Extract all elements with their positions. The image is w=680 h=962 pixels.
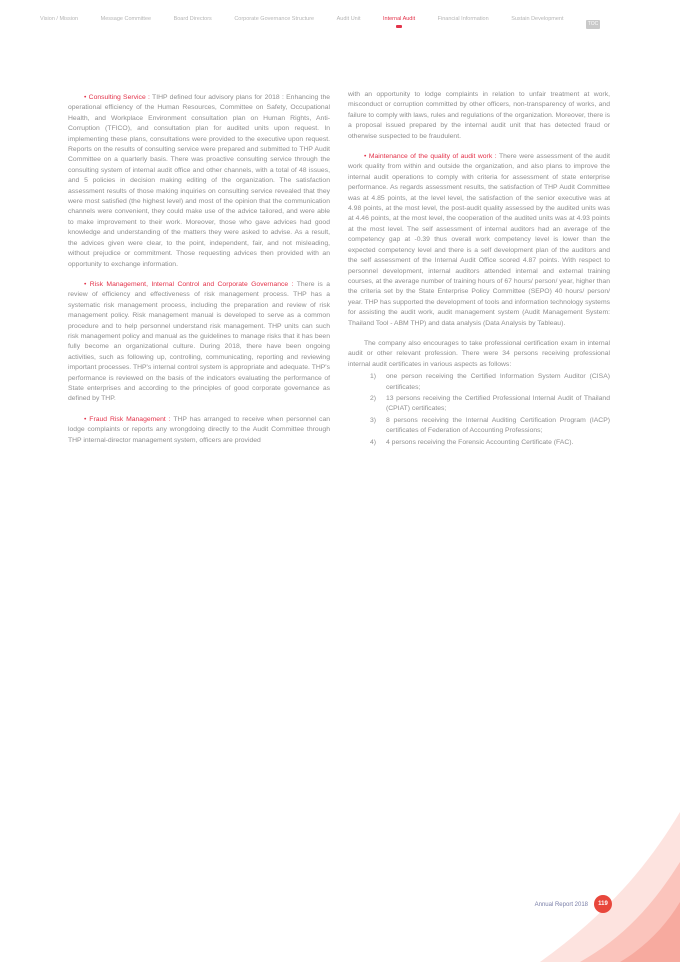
paragraph-text: TIHP defined four advisory plans for 2018 : Enhancing the operational efficiency of the Human Resources, Committee on Safety, Occupational Health, and Workplace Environment consultation plan on Human Rights, Anti-Corruption (TFICO), and consultation plan for audited units upon request. In implementing these plans, consultations were provided to the executive upon request. Reports on the results of consulting service were prepared and submitted to THP Audit Committee on a quarterly basis. There was proactive consulting service through the consulting system of internal audit office and other channels, with a total of 48 issues, and 5 policies in decision making editing of the organization. The satisfaction assessment results of those making inquiries on consulting service revealed that they were most satisfied (the highest level) and most of the opinion that the communication channels were convenient, they could make use of the advice tailored, and were able to make improvement to their work. Moreover, those who gave advices had good knowledge and understanding of the matters they were asked to advise. As a result, the advices given were clear, to the point, independent, fair, and not misleading, without prejudice or commitment. Those requesting advices then provided with an opportunity to exchange information. [68,94,330,268]
nav-item-financial-information[interactable]: Financial Information [437,16,489,22]
consulting-service-paragraph [68,93,330,270]
quality-paragraph [348,152,610,329]
left-column [68,93,330,456]
section-heading: • Consulting Service : [84,94,150,101]
certification-intro: The company also encourages to take professional certification exam in internal audit or other relevant profession. There were 34 persons receiving professional internal audit certificates in various aspects as follows: [348,339,610,368]
continued-paragraph: with an opportunity to lodge complaints in relation to unfair treatment at work, misconduct or corruption committed by other officers, non-transparency of works, and failure to comply with laws, rules and regulations of the organization. Moreover, there is a proposal issued prepared by the internal audit unit that has detected fraud or otherwise suspected to be fraudulent. [348,91,610,140]
nav-item-corporate-governance[interactable]: Corporate Governance Structure [234,16,315,22]
nav-item-sustain-development[interactable]: Sustain Development [511,16,564,22]
right-column [348,90,610,449]
nav-item-board-directors[interactable]: Board Directors [173,16,212,22]
list-item: 3) 8 persons receiving the Internal Auditing Certification Program (IACP) certificates of Federation of Accounting Professions; [370,416,610,435]
nav-item-vision-mission[interactable]: Vision / Mission [40,16,79,22]
section-heading: • Maintenance of the quality of audit work : [364,153,497,161]
risk-management-paragraph [68,280,330,405]
section-heading: • Risk Management, Internal Control and Corporate Governance : [84,280,294,288]
active-tab-marker [396,25,402,28]
page-number-badge: 119 [594,895,612,913]
paragraph-text: There is a review of efficiency and effectiveness of risk management process. THP has a systematic risk management process, including the preparation and review of risk management policy. Risk management manual is developed to serve as a common procedure and to help personnel understand risk management. THP units can such risk management policy and manual as the guidelines to manage risks that it has been fully become an organizational culture. During 2018, there have been ongoing activities, such as following up, controlling, communicating, reporting and reviewing important processes. THP's internal control system is appropriate and adequate. THP's performance is reviewed on the basis of the indicators evaluating the performance of State enterprises and according to the principles of good corporate governance as defined by THP. [68,280,330,403]
list-item: 2) 13 persons receiving the Certified Professional Internal Audit of Thailand (CPIAT) certificates; [370,394,610,413]
certification-list [348,372,610,448]
paragraph-text: There were assessment of the audit work quality from within and outside the organization, and also plans to improve the internal audit operations to comply with criteria for assessment of state enterprise performance. As regards assessment results, the satisfaction of THP Audit Committee was at 4.85 points, at the level level, the satisfaction of the senior executive was at 4.98 points, at the most level, the post-audit quality assessed by the audited units was at 4.46 points, at the most level, the cooperation of the audited units was at 4.93 points at the most level. The self assessment of internal auditors had an average of the competency gap at -0.39 thus overall work competency level is lower than the expected competency level and there is a self development plan of the auditors and the self assessment of the Internal Audit Office scored 4.87 points. With respect to personnel development, internal auditors attended internal and external training courses, at the average number of training hours of 67 hours/ person/ year, higher than the criteria set by the State Enterprise Policy Committee (SEPO) 40 hours/ person/ year. THP has supported the development of tools and information technology systems for assisting the audit work, audit management system (Audit Management System: Thailand Tool - ABM THP) and data analysis (Data Analysis by Tableau). [348,153,610,327]
list-item: 4) 4 persons receiving the Forensic Accounting Certificate (FAC). [370,438,574,446]
nav-item-audit-unit[interactable]: Audit Unit [336,16,361,22]
toc-button[interactable]: TOC [587,21,599,27]
top-navigation [40,16,600,50]
fraud-risk-paragraph [68,415,330,446]
paragraph-text: THP has arranged to receive when personnel can lodge complaints or reports any wrongdoing directly to the Audit Committee through THP internal-director management system, officers are provided [68,415,331,444]
section-heading: • Fraud Risk Management : [84,415,171,423]
decorative-swoosh [530,772,680,962]
nav-item-internal-audit[interactable]: Internal Audit [383,16,415,28]
nav-item-message-committee[interactable]: Message Committee [100,16,152,22]
footer-report-label: Annual Report 2018 [534,902,588,908]
list-item: 1) one person receiving the Certified Information System Auditor (CISA) certificates; [370,373,610,391]
